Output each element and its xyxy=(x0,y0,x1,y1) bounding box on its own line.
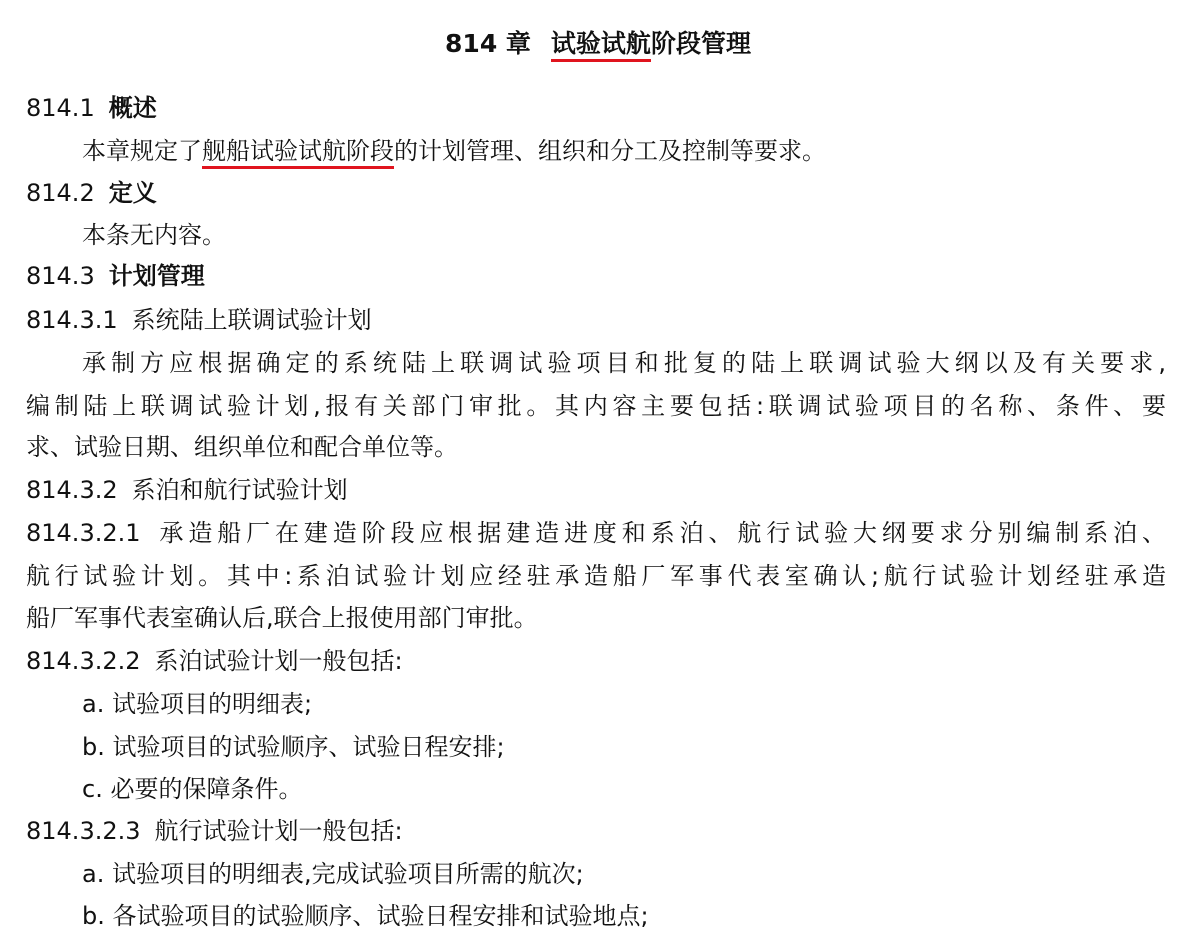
paragraph-line: 编制陆上联调试验计划,报有关部门审批。其内容主要包括:联调试验项目的名称、条件、要 xyxy=(26,392,1166,420)
section-number: 814.1 xyxy=(26,94,95,122)
section-number: 814.3.2.3 xyxy=(26,817,141,845)
paragraph-text-pre: 本章规定了 xyxy=(82,137,202,165)
chapter-title-underlined: 试验试航 xyxy=(551,29,651,62)
paragraph-text-underlined: 舰船试验试航阶段 xyxy=(202,137,394,169)
paragraph-text: 承造船厂在建造阶段应根据建造进度和系泊、航行试验大纲要求分别编制系泊、 xyxy=(154,519,1166,547)
section-title: 定义 xyxy=(108,179,157,207)
section-title: 航行试验计划一般包括: xyxy=(154,817,403,845)
section-814-2-heading xyxy=(26,177,157,209)
section-814-3-1-heading xyxy=(26,304,372,336)
section-title: 系泊和航行试验计划 xyxy=(131,476,348,504)
chapter-title-rest: 阶段管理 xyxy=(650,29,751,58)
section-title: 概述 xyxy=(108,94,157,122)
section-814-3-2-2-heading xyxy=(26,645,403,677)
section-number: 814.3.2.1 xyxy=(26,519,141,547)
section-title: 系泊试验计划一般包括: xyxy=(154,647,403,675)
paragraph-line: 航行试验计划。其中:系泊试验计划应经驻承造船厂军事代表室确认;航行试验计划经驻承造 xyxy=(26,562,1166,590)
paragraph-text-post: 的计划管理、组织和分工及控制等要求。 xyxy=(394,137,826,165)
list-item: b. 各试验项目的试验顺序、试验日程安排和试验地点; xyxy=(82,902,649,930)
section-814-3-2-heading xyxy=(26,474,348,506)
section-number: 814.2 xyxy=(26,179,95,207)
section-title: 系统陆上联调试验计划 xyxy=(131,306,372,334)
section-814-3-heading xyxy=(26,260,205,292)
chapter-number: 814 章 xyxy=(445,29,531,58)
section-title: 计划管理 xyxy=(108,262,205,290)
list-item: a. 试验项目的明细表; xyxy=(82,690,313,718)
section-number: 814.3.2.2 xyxy=(26,647,141,675)
section-814-2-paragraph xyxy=(82,219,226,251)
paragraph-line: 船厂军事代表室确认后,联合上报使用部门审批。 xyxy=(26,604,538,632)
section-814-3-2-3-heading xyxy=(26,815,403,847)
paragraph-line: 承制方应根据确定的系统陆上联调试验项目和批复的陆上联调试验大纲以及有关要求, xyxy=(82,349,1166,377)
paragraph-line: 求、试验日期、组织单位和配合单位等。 xyxy=(26,433,458,461)
section-number: 814.3 xyxy=(26,262,95,290)
section-814-3-2-1-line xyxy=(26,517,1166,549)
list-item: b. 试验项目的试验顺序、试验日程安排; xyxy=(82,733,505,761)
list-item: c. 必要的保障条件。 xyxy=(82,775,303,803)
chapter-title xyxy=(0,28,1196,60)
section-number: 814.3.1 xyxy=(26,306,118,334)
section-number: 814.3.2 xyxy=(26,476,118,504)
list-item: a. 试验项目的明细表,完成试验项目所需的航次; xyxy=(82,860,584,888)
section-814-1-heading xyxy=(26,92,157,124)
paragraph-text: 本条无内容。 xyxy=(82,221,226,249)
section-814-1-paragraph xyxy=(82,135,826,167)
